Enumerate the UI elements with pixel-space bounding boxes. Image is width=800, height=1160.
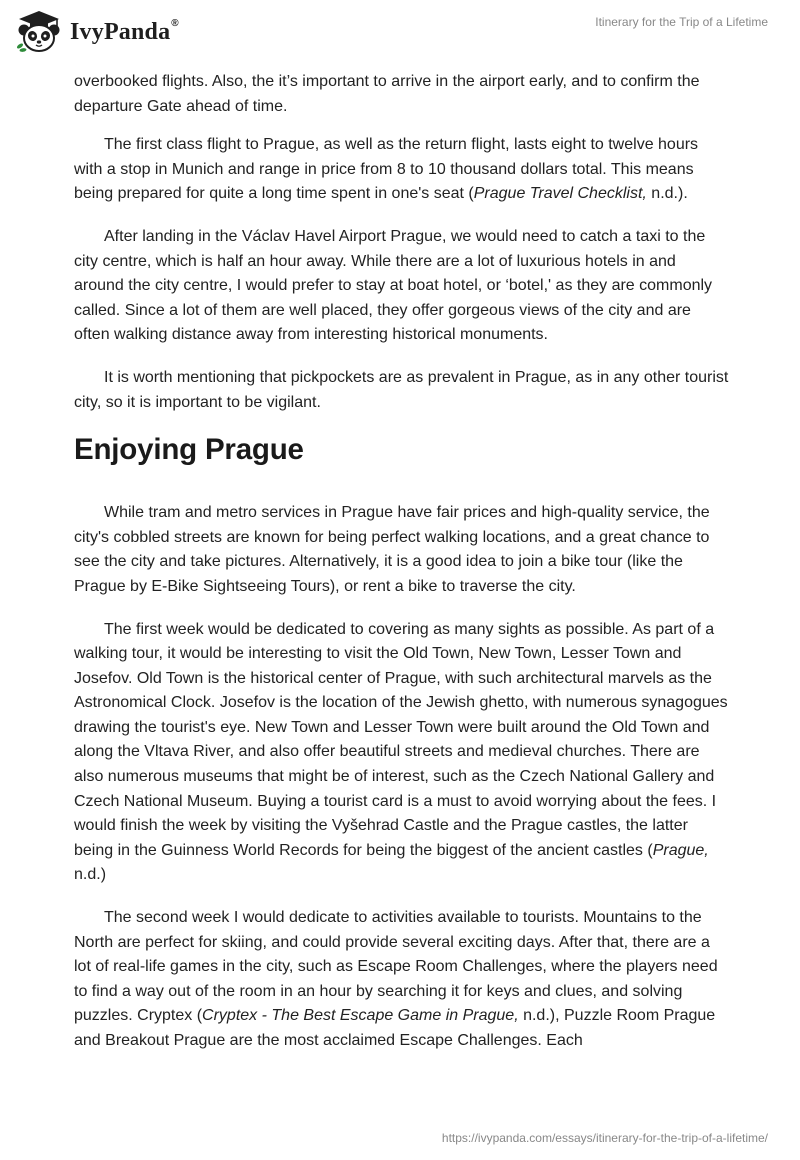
citation: Prague Travel Checklist, bbox=[473, 185, 647, 203]
source-url[interactable]: https://ivypanda.com/essays/itinerary-for-the-trip-of-a-lifetime/ bbox=[441, 1131, 768, 1145]
paragraph-second-week: The second week I would dedicate to activities available to tourists. Mountains to the North are perfect for skiing, and could provide several exciting days. After that, there are a lot of real-life games in the city, such as Escape Room Challenges, where the players need to find a way out of the room in an hour by searching it for keys and clues, and solving puzzles. Cryptex (Cryptex - The Best Escape Game in Prague, n.d.), Puzzle Room Prague and Breakout Prague are the most acclaimed Escape Challenges. Each bbox=[74, 909, 718, 1049]
brand-name: IvyPanda® bbox=[70, 17, 179, 45]
citation: Prague, bbox=[652, 841, 709, 859]
registered-mark: ® bbox=[171, 17, 179, 29]
section-heading: Enjoying Prague bbox=[74, 433, 304, 467]
page-header bbox=[0, 0, 800, 60]
paragraph-landing: After landing in the Václav Havel Airport Prague, we would need to catch a taxi to the city centre, which is half an hour away. While there are a lot of luxurious hotels in and around the city centre, I would prefer to stay at boat hotel, or ‘botel,' as they are commonly called. Since a lot of them are well placed, they offer gorgeous views of the city and are often walking distance away from interesting historical monuments. bbox=[74, 227, 713, 344]
panda-graduate-icon bbox=[14, 8, 64, 54]
paragraph-continuation: overbooked flights. Also, the it’s important to arrive in the airport early, and to confirm the departure Gate ahead of time. bbox=[74, 73, 700, 115]
paragraph-flight: The first class flight to Prague, as well as the return flight, lasts eight to twelve hours with a stop in Munich and range in price from 8 to 10 thousand dollars total. This means being prepared for quite a long time spent in one's seat (Prague Travel Checklist, n.d.). bbox=[74, 136, 699, 203]
brand-logo[interactable] bbox=[14, 8, 179, 54]
paragraph-pickpockets: It is worth mentioning that pickpockets are as prevalent in Prague, as in any other tourist city, so it is important to be vigilant. bbox=[74, 368, 729, 411]
paragraph-first-week: The first week would be dedicated to covering as many sights as possible. As part of a walking tour, it would be interesting to visit the Old Town, New Town, Lesser Town and Josefov. Old Town is the historical center of Prague, with such architectural marvels as the Astronomical Clock. Josefov is the location of the Jewish ghetto, with numerous synagogues drawing the tourist's eye. New Town and Lesser Town were built around the Old Town and along the Vltava River, and also offer beautiful streets and medieval churches. There are also numerous museums that might be of interest, such as the Czech National Gallery and Czech National Museum. Buying a tourist card is a must to avoid worrying about the fees. I would finish the week by visiting the Vyšehrad Castle and the Prague castles, the latter being in the Guinness World Records for being the biggest of the ancient castles (Prague, n.d.) bbox=[74, 620, 728, 884]
essay-body bbox=[74, 70, 730, 1072]
document-title: Itinerary for the Trip of a Lifetime bbox=[595, 15, 768, 29]
paragraph-transport: While tram and metro services in Prague have fair prices and high-quality service, the city's cobbled streets are known for being perfect walking locations, and a great chance to see the city and take pictures. Alternatively, it is a good idea to join a bike tour (like the Prague by E-Bike Sightseeing Tours), or rent a bike to traverse the city. bbox=[74, 504, 710, 595]
citation: Cryptex - The Best Escape Game in Prague, bbox=[202, 1007, 519, 1025]
